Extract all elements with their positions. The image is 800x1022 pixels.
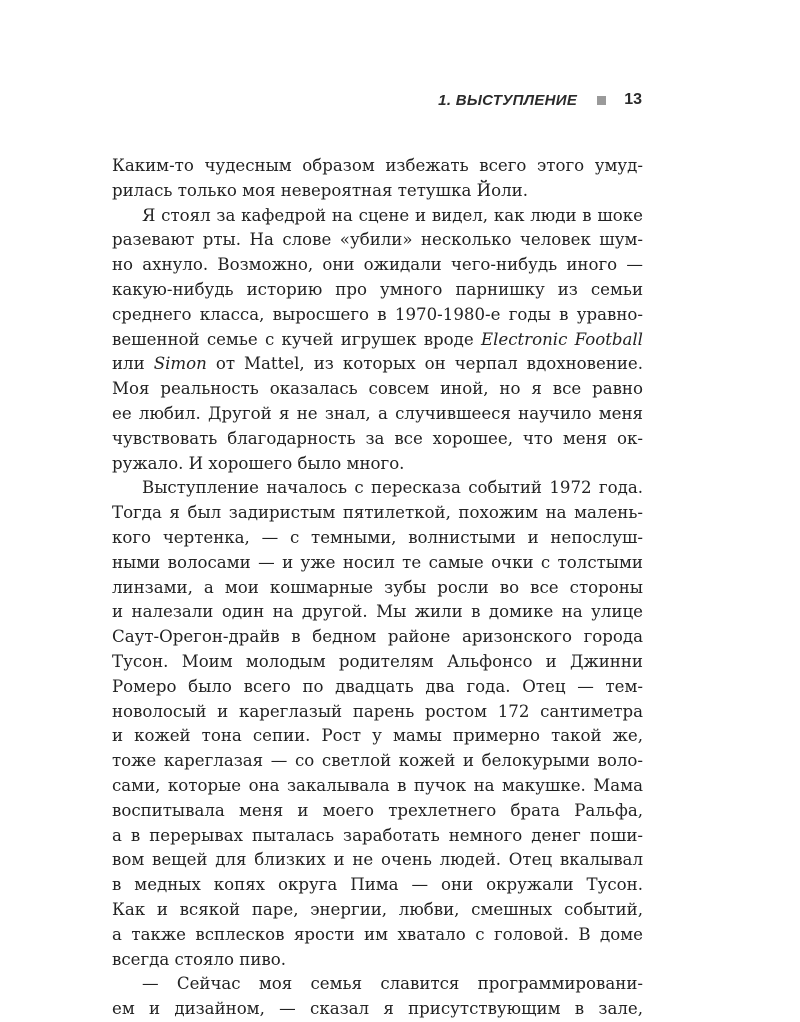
text-line: Тогда я был задиристым пятилеткой, похожим на малень- bbox=[112, 503, 643, 523]
text-line: Выступление началось с пересказа событий 1972 года. bbox=[142, 478, 643, 498]
text-line: всегда стояло пиво. bbox=[112, 949, 286, 969]
text-line: ем и дизайном, — сказал я присутствующим в зале, bbox=[112, 999, 643, 1019]
text-line: Как и всякой паре, энергии, любви, смешных событий, bbox=[112, 899, 643, 919]
text-line: — Сейчас моя семья славится программировани- bbox=[142, 974, 643, 994]
text-line: Ромеро было всего по двадцать два года. Отец — тем- bbox=[112, 676, 643, 696]
text-line: в медных копях округа Пима — они окружали Тусон. bbox=[112, 875, 643, 895]
chapter-title: 1. ВЫСТУПЛЕНИЕ bbox=[438, 91, 578, 109]
text-line: вом вещей для близких и не очень людей. Отец вкалывал bbox=[112, 850, 643, 870]
square-separator-icon bbox=[597, 96, 606, 105]
text-line: а в перерывах пыталась заработать немного денег поши- bbox=[112, 825, 643, 845]
text-line: тоже кареглазая — со светлой кожей и белокурыми воло- bbox=[112, 751, 643, 771]
running-head bbox=[112, 91, 642, 109]
text-line: вешенной семье с кучей игрушек вроде Electronic Football bbox=[112, 329, 643, 349]
text-line: ными волосами — и уже носил те самые очки с толстыми bbox=[112, 552, 643, 572]
text-line: или Simon от Mattel, из которых он черпал вдохновение. bbox=[112, 354, 643, 374]
text-line: какую-нибудь историю про умного парнишку из семьи bbox=[112, 279, 643, 299]
text-line: разевают рты. На слове «убили» несколько человек шум- bbox=[112, 230, 643, 250]
text-line: а также всплесков ярости им хватало с головой. В доме bbox=[112, 924, 643, 944]
text-line: Я стоял за кафедрой на сцене и видел, как люди в шоке bbox=[142, 205, 643, 225]
page-number: 13 bbox=[624, 91, 642, 108]
text-line: кого чертенка, — с темными, волнистыми и непослуш- bbox=[112, 527, 643, 547]
text-line: но ахнуло. Возможно, они ожидали чего-нибудь иного — bbox=[112, 255, 643, 275]
text-line: среднего класса, выросшего в 1970-1980-е годы в уравно- bbox=[112, 304, 643, 324]
text-line: рилась только моя невероятная тетушка Йоли. bbox=[112, 180, 528, 200]
text-line: ее любил. Другой я не знал, а случившееся научило меня bbox=[112, 403, 643, 423]
text-line: линзами, а мои кошмарные зубы росли во все стороны bbox=[112, 577, 643, 597]
text-line: Саут-Орегон-драйв в бедном районе аризонского города bbox=[112, 627, 643, 647]
text-line: новолосый и кареглазый парень ростом 172 сантиметра bbox=[112, 701, 643, 721]
text-line: чувствовать благодарность за все хорошее, что меня ок- bbox=[112, 428, 643, 448]
text-line: и кожей тона сепии. Рост у мамы примерно такой же, bbox=[112, 726, 643, 746]
text-line: Каким-то чудесным образом избежать всего этого умуд- bbox=[112, 156, 643, 175]
text-line: Тусон. Моим молодым родителям Альфонсо и Джинни bbox=[112, 651, 643, 671]
text-line: сами, которые она закалывала в пучок на макушке. Мама bbox=[112, 775, 643, 795]
text-line: ружало. И хорошего было много. bbox=[112, 453, 405, 473]
text-line: воспитывала меня и моего трехлетнего брата Ральфа, bbox=[112, 800, 643, 820]
text-line: Моя реальность оказалась совсем иной, но я все равно bbox=[112, 379, 643, 399]
text-line: и налезали один на другой. Мы жили в домике на улице bbox=[112, 602, 643, 622]
body-text bbox=[112, 154, 643, 1022]
